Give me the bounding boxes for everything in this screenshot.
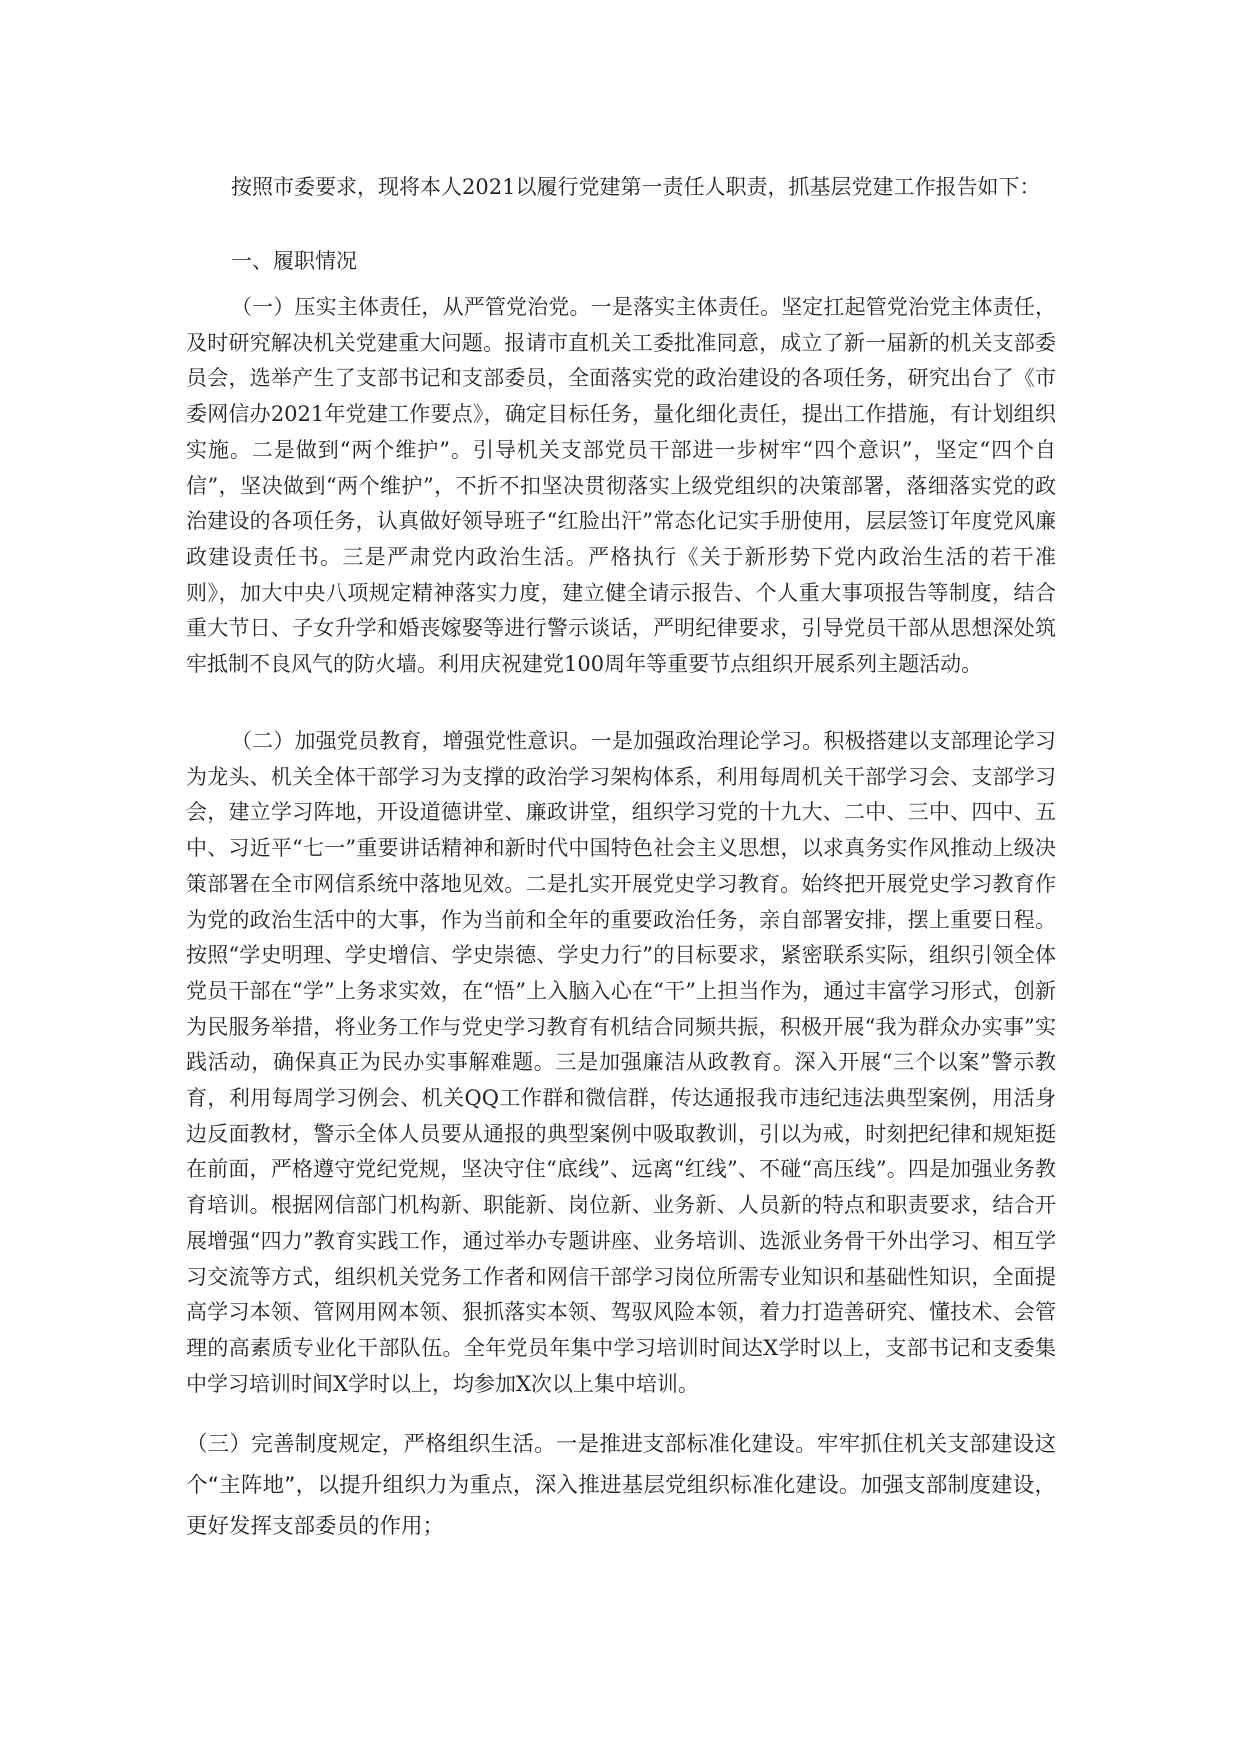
- paragraph-education: （二）加强党员教育，增强党性意识。一是加强政治理论学习。积极搭建以支部理论学习为龙头、机关全体干部学习为支撑的政治学习架构体系，利用每周机关干部学习会、支部学习会，建立学习阵地，开设道德讲堂、廉政讲堂，组织学习党的十九大、二中、三中、四中、五中、习近平“七一”重要讲话精神和新时代中国特色社会主义思想，以求真务实作风推动上级决策部署在全市网信系统中落地见效。二是扎实开展党史学习教育。始终把开展党史学习教育作为党的政治生活中的大事，作为当前和全年的重要政治任务，亲自部署安排，摆上重要日程。按照“学史明理、学史增信、学史崇德、学史力行”的目标要求，紧密联系实际，组织引领全体党员干部在“学”上务求实效，在“悟”上入脑入心在“干”上担当作为，通过丰富学习形式，创新为民服务举措，将业务工作与党史学习教育有机结合同频共振，积极开展“我为群众办实事”实践活动，确保真正为民办实事解难题。三是加强廉洁从政教育。深入开展“三个以案”警示教育，利用每周学习例会、机关QQ工作群和微信群，传达通报我市违纪违法典型案例，用活身边反面教材，警示全体人员要从通报的典型案例中吸取教训，引以为戒，时刻把纪律和规矩挺在前面，严格遵守党纪党规，坚决守住“底线”、远离“红线”、不碰“高压线”。四是加强业务教育培训。根据网信部门机构新、职能新、岗位新、业务新、人员新的特点和职责要求，结合开展增强“四力”教育实践工作，通过举办专题讲座、业务培训、选派业务骨干外出学习、相互学习交流等方式，组织机关党务工作者和网信干部学习岗位所需专业知识和基础性知识，全面提高学习本领、管网用网本领、狠抓落实本领、驾驭风险本领，着力打造善研究、懂技术、会管理的高素质专业化干部队伍。全年党员年集中学习培训时间达X学时以上，支部书记和支委集中学习培训时间X学时以上，均参加X次以上集中培训。: [186, 729, 1056, 1396]
- intro-paragraph: 按照市委要求，现将本人2021以履行党建第一责任人职责，抓基层党建工作报告如下：: [231, 175, 1041, 199]
- paragraph-responsibility: （一）压实主体责任，从严管党治党。一是落实主体责任。坚定扛起管党治党主体责任，及时研究解决机关党建重大问题。报请市直机关工委批准同意，成立了新一届新的机关支部委员会，选举产生了支部书记和支部委员，全面落实党的政治建设的各项任务，研究出台了《市委网信办2021年党建工作要点》，确定目标任务，量化细化责任，提出工作措施，有计划组织实施。二是做到“两个维护”。引导机关支部党员干部进一步树牢“四个意识”，坚定“四个自信”，坚决做到“两个维护”，不折不扣坚决贯彻落实上级党组织的决策部署，落细落实党的政治建设的各项任务，认真做好领导班子“红脸出汗”常态化记实手册使用，层层签订年度党风廉政建设责任书。三是严肃党内政治生活。严格执行《关于新形势下党内政治生活的若干准则》，加大中央八项规定精神落实力度，建立健全请示报告、个人重大事项报告等制度，结合重大节日、子女升学和婚丧嫁娶等进行警示谈话，严明纪律要求，引导党员干部从思想深处筑牢抵制不良风气的防火墙。利用庆祝建党100周年等重要节点组织开展系列主题活动。: [186, 295, 1056, 677]
- paragraph-system: （三）完善制度规定，严格组织生活。一是推进支部标准化建设。牢牢抓住机关支部建设这个“主阵地”，以提升组织力为重点，深入推进基层党组织标准化建设。加强支部制度建设，更好发挥支部委员的作用；: [186, 1432, 1056, 1539]
- section-heading: 一、履职情况: [231, 249, 357, 273]
